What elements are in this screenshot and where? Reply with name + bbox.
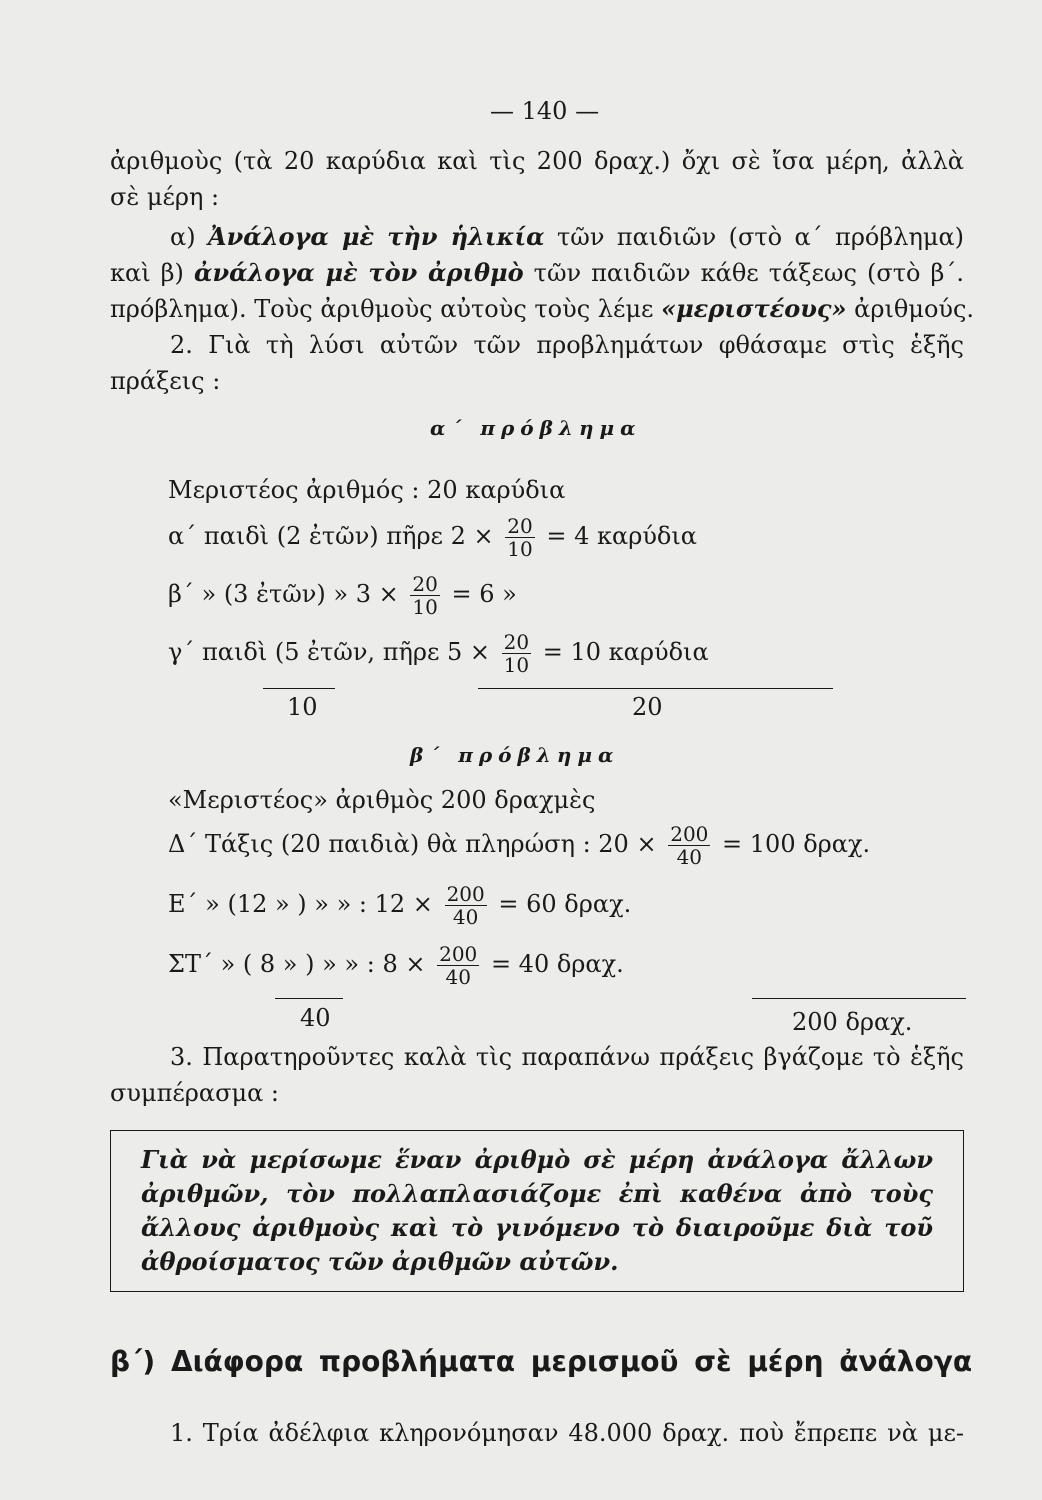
line-b-bold: ἀνάλογα μὲ τὸν ἀριθμὸ [193, 258, 524, 287]
problem-b-row-1 [168, 818, 870, 870]
fraction-denominator: 40 [445, 965, 471, 989]
problem-b-sum-line-left [275, 998, 343, 999]
row-label: ΣΤ΄ » ( 8 » ) » » : 8 × [168, 950, 426, 978]
fraction-numerator: 200 [439, 942, 478, 966]
fraction-denominator: 10 [507, 537, 533, 561]
line-c-start: πρόβλημα). Τοὺς ἀριθμοὺς αὐτοὺς τοὺς λέμε [110, 295, 662, 323]
problem-a-heading: α΄ πρόβλημα [430, 416, 642, 440]
row-result: = 40 δραχ. [490, 950, 624, 978]
point-3-line-1: 3. Παρατηροῦντες καλὰ τὶς παραπάνω πράξεις βγάζομε τὸ ἑξῆς [170, 1043, 964, 1071]
intro-line-2: σὲ μέρη : [110, 183, 220, 211]
fraction [437, 943, 479, 988]
intro-line-1: ἀριθμοὺς (τὰ 20 καρύδια καὶ τὶς 200 δραχ.) ὄχι σὲ ἴσα μέρη, ἀλλὰ [110, 147, 964, 175]
problem-a-row-3 [168, 626, 709, 678]
problem-a-sum-line-left [263, 688, 335, 689]
problem-a-dividend: Μεριστέος ἀριθμός : 20 καρύδια [168, 476, 566, 504]
line-a-prefix: α) [170, 223, 208, 251]
point-2-line-2: πράξεις : [110, 367, 221, 395]
page-number: — 140 — [490, 97, 600, 125]
row-result: = 4 καρύδια [546, 522, 697, 550]
fraction [505, 515, 534, 560]
problem-a-row-2 [168, 568, 517, 620]
rule-text: Γιὰ νὰ μερίσωμε ἕναν ἀριθμὸ σὲ μέρη ἀνάλογα ἄλλων ἀριθμῶν, τὸν πολλαπλασιάζομε ἐπὶ καθένα ἀπὸ τοὺς ἄλλους ἀριθμοὺς καὶ τὸ γινόμενο τὸ διαιροῦμε διὰ τοῦ ἀθροίσματος τῶν ἀριθμῶν αὐτῶν. [141, 1145, 933, 1276]
line-b-rest: τῶν παιδιῶν κάθε τάξεως (στὸ β΄. [523, 259, 964, 287]
row-result: = 60 δραχ. [498, 890, 632, 918]
row-result: = 10 καρύδια [542, 638, 709, 666]
fraction [668, 823, 710, 868]
fraction-numerator: 200 [446, 882, 485, 906]
point-2-line-1: 2. Γιὰ τὴ λύσι αὐτῶν τῶν προβλημάτων φθάσαμε στὶς ἑξῆς [170, 331, 964, 359]
problem-b-dividend: «Μεριστέος» ἀριθμὸς 200 δραχμὲς [168, 786, 596, 814]
fraction-denominator: 10 [412, 595, 438, 619]
problem-b-total-right: 200 δραχ. [792, 1008, 913, 1036]
problem-b-row-3 [168, 938, 624, 990]
row-result: = 100 δραχ. [722, 830, 871, 858]
problem-b-sum-line-right [752, 998, 966, 999]
fraction [410, 573, 439, 618]
problem-a-sum-line-right [478, 688, 833, 689]
line-c [110, 294, 975, 324]
line-a-bold: Ἀνάλογα μὲ τὴν ἡλικία [207, 222, 545, 251]
last-line: 1. Τρία ἀδέλφια κληρονόμησαν 48.000 δραχ. ποὺ ἔπρεπε νὰ με- [170, 1419, 964, 1447]
fraction-denominator: 40 [676, 845, 703, 869]
fraction-numerator: 20 [503, 630, 530, 654]
problem-a-total-left: 10 [287, 693, 318, 721]
point-3-line-2: συμπέρασμα : [110, 1079, 279, 1107]
row-label: γ΄ παιδὶ (5 ἐτῶν, πῆρε 5 × [168, 638, 491, 666]
fraction [445, 883, 487, 928]
line-a-rest: τῶν παιδιῶν (στὸ α΄ πρόβλημα) [544, 223, 965, 251]
line-c-bold: «μεριστέους» [661, 294, 847, 323]
problem-a-total-right: 20 [632, 693, 663, 721]
row-label: β΄ » (3 ἐτῶν) » 3 × [168, 580, 399, 608]
fraction [502, 631, 531, 676]
problem-b-row-2 [168, 878, 631, 930]
fraction-denominator: 40 [452, 905, 479, 929]
fraction-denominator: 10 [503, 653, 530, 677]
line-b-prefix: καὶ β) [110, 259, 194, 287]
problem-b-total-left: 40 [300, 1004, 331, 1032]
line-c-end: ἀριθμούς. [846, 295, 975, 323]
line-b [110, 258, 964, 288]
fraction-numerator: 20 [507, 514, 533, 538]
fraction-numerator: 20 [412, 572, 438, 596]
problem-a-row-1 [168, 510, 697, 562]
rule-box [110, 1130, 964, 1292]
row-label: α΄ παιδὶ (2 ἐτῶν) πῆρε 2 × [168, 522, 494, 550]
row-label: Δ΄ Τάξις (20 παιδιὰ) θὰ πληρώση : 20 × [168, 830, 657, 858]
problem-b-heading: β΄ πρόβλημα [410, 743, 620, 767]
row-label: Ε΄ » (12 » ) » » : 12 × [168, 890, 433, 918]
section-heading: β΄) Διάφορα προβλήματα μερισμοῦ σὲ μέρη ἀνάλογα [110, 1345, 973, 1378]
line-a [110, 222, 964, 252]
row-result: = 6 » [451, 580, 517, 608]
fraction-numerator: 200 [670, 822, 709, 846]
